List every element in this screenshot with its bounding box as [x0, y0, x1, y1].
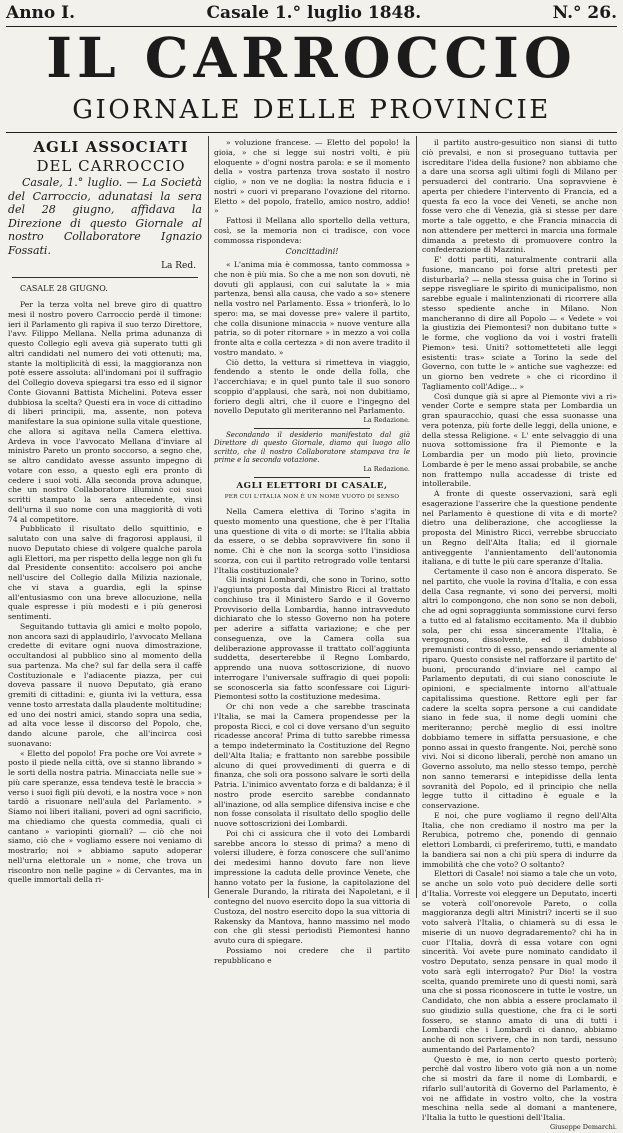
- article-paragraph: Fattosi il Mellana allo sportello della vettura, così, se la memoria non ci tradisce, con voce commossa rispondeva:: [214, 216, 410, 245]
- section-rule: [254, 477, 370, 478]
- column-divider: [416, 136, 417, 898]
- speech-heading: Concittadini!: [285, 247, 339, 257]
- notice-text: Casale, 1.° luglio. — La Società del Carroccio, adunatasi la sera del 28 giugno, affidava la Direzione di questo Giornale al nostro Collaboratore Ignazio Fossati.: [8, 176, 202, 257]
- article-paragraph: Gli insigni Lombardi, che sono in Torino, sotto l'aggiunta proposta dal Ministro Ricci al trattato conchiuso tra il Ministero Sardo e il Governo Provvisorio della Lombardia, hanno intravveduto dichiarato che lo stesso Governo non ha potere per aderire a siffatta variazione; e che per conseguenza, ove la Camera colla sua deliberazione approvasse il trattato coll'aggiunta suddetta, deserterebbe il Regno Lombardo, apprendo una nuova sottoscrizione, di nuovo interrogare l'universale suffragio di quei popoli: se sconoscerla sia fatto sconfessare coi Liguri-Piemontesi sotto la costituzione medesima.: [214, 575, 410, 702]
- article-paragraph: Nella Camera elettiva di Torino s'agita in questo momento una questione, che è per l'Italia una questione di vita o di morte: se l'Italia abbia da essere, o se debba sopravvivere fin sono il nome. Chi è che non la scorga sotto l'insidiosa scorza, con cui il partito retrogrado volle tentarsi l'Italia costituzionale?: [214, 507, 410, 575]
- article-paragraph: Pubblicato il risultato dello squittinio, e salutato con una salve di fragorosi applausi, il nuovo Deputato chiese di volgere qualche parola agli Elettori, ma per rispetto della legge non gli fu dal Presidente consentito: accolsero poi anche nell'uscire del Collegio dalla Milizia nazionale, che vi stava a guardia, egli la spinse all'entusiasmo con una breve allocuzione, nella quale espresse i più modesti e i più generosi sentimenti.: [8, 524, 202, 622]
- article-signature: Giuseppe Demarchi.: [549, 1122, 617, 1131]
- issue-date: Casale 1.° luglio 1848.: [206, 3, 422, 23]
- column-2: [214, 138, 410, 965]
- article-signature: La Redazione.: [363, 416, 410, 424]
- notice-subheading: DEL CARROCCIO: [36, 157, 186, 175]
- year-label: Anno I.: [6, 3, 76, 23]
- article-paragraph: il partito austro-gesuitico non siansi di tutto ciò prevalsi, e non si proseguano tuttavia per iscreditare l'idea della fusione? non abbiamo che a dare una scorsa agli ultimi fogli di Milano per persuaderci del contrario. Una sopravviene è aperta per chiedere l'intervento di Francia, ed a questa fa eco la voce dei Veneti, se anche non fosse vero che di Venezia, già si stesse per dare morte a tale oggetto, e che Francia minaccia di non attendere per metterci in marcia una formale dimanda a pretesto di promuovere contro la confederazione di Mazzini.: [422, 138, 617, 255]
- masthead-topbar: [6, 2, 617, 24]
- newspaper-subtitle: GIORNALE DELLE PROVINCIE: [72, 95, 551, 125]
- letter-subheading: PER CUI L'ITALIA NON È UN NOME VUOTO DI SENSO: [224, 494, 400, 501]
- article-paragraph: Poi chi ci assicura che il voto dei Lombardi sarebbe ancora lo stesso di prima? a meno di volersi illudere, è forza conoscere che sull'animo dei medesimi hanno dovuto fare non lieve impressione la caduta delle province Venete, che hanno votato per la fusione, la capitolazione del Generale Durando, la ritirata dei Napoletani, e il contegno del nuovo esercito dopo la sua vittoria di Custoza, del nostro esercito dopo la sua vittoria di Rakensky da Mantova, hanno massimo nel modo con che gli stessi periodisti Piemontesi hanno avuto cura di spiegare.: [214, 828, 410, 945]
- column-1: [8, 138, 202, 896]
- editor-note: Secondando il desiderio manifestato dal già Direttore di questo Giornale, diamo qui luogo allo scritto, che il nostro Collaboratore stampava tra le prime e la seconda votazione.: [214, 430, 410, 465]
- article-paragraph: Certamente il caso non è ancora disperato. Se nel partito, che vuole la rovina d'Italia, e con essa della Casa regnante, vi sono dei perversi, molti altri lo compongono, che non sono se non deboli, che ad ogni sopraggiunta sommissione curvi ferso a tutto ed al fatalismo eccitamento. Ma il dubbio sola, per chi essa sinceramente l'Italia, è vergognoso, dissolvente, ed il dubbioso premunisti contro di esso, pensando seriamente al riparo. Questo consiste nel rafforzare il partito de' buoni, procurando d'inviare nel campo al Parlamento deputati, di cui siano conosciute le opinioni, e specialmente intorno all'attuale capitalissima questione. Rettore egli per far cadere la scelta sopra persone a cui candidate siano in fede sua, il nome degli uomini che meriteranno; perchè meglio di essi inoltre dobbiamo temere in siffatta persuasione, e che ponno assai in questo frangente. Noi, perchè sono vivi. Noi si dicono liberali, perchè non amano un Governo assoluto, ma nello stesso tempo, perchè non sanno temerarsi e intepidisse della lenta sovranità del Popolo, ed il principio che nella legge tutto il cittadino è eguale e la conservazione.: [422, 567, 617, 810]
- note-signature: La Redazione.: [363, 464, 410, 473]
- article-dateline: CASALE 28 GIUGNO.: [20, 284, 108, 294]
- article-paragraph: Così dunque già si apre al Piemonte vivi a ri» vender Corte e sempre stata per Lombardia un gran spauracchio, quasi che essa suonasse una vera potenza, più forte delle leggi, della unione, e della stessa Religione. « L' ente selvaggio di una nuova sottomissione fra il Piemonte e la Lombardia per un modo più lieto, provincie Lombarde è per le meno assai probabile, se anche non frattempo nulla accadesse di triste ed intollerabile.: [422, 391, 617, 489]
- article-paragraph: Ciò detto, la vettura si rimetteva in viaggio, fendendo a stento le onde della folla, che l'accerchiava; e in quel punto tale il suo sonoro scoppio d'applausi, che sarà, noi non dubitiamo, foriero degli altri, che il cuore e l'ingegno del novello Deputato gli meriteranno nel Parlamento.: [214, 357, 410, 416]
- notice-signature: La Red.: [161, 260, 196, 271]
- article-paragraph: Seguitando tuttavia gli amici e molto popolo, non ancora sazi di applaudirlo, l'avvocato Mellana credette di evitare ogni nuova dimostrazione, occultandosi al pubblico sino al momento della sua partenza. Ma che? sul far della sera il caffè Costituzionale e l'adiacente piazza, per cui doveva passare il nuovo Deputato, già erano gremiti di cittadini: e, giunta ivi la vettura, essa venne tosto arrestata dalla plaudente moltitudine; ed uno dei nostri amici, stando sopra una sedia, ad alta voce lesse il discorso del Popolo, che, dando alcune parole, che all'incirca così suonavano:: [8, 621, 202, 748]
- letter-heading: AGLI ELETTORI DI CASALE,: [236, 480, 388, 491]
- article-paragraph: E' dotti partiti, naturalmente contrarii alla fusione, mancano poi forse altri pretesti per disturbarla? — nella stessa guisa che in Torino si seppe risvegliare le spirito di municipalismo, non sarebbe eguale i malintenzionati di ricorrere alla stesso spediente anche in Milano. Non mancheranno di dire all Popolo — « Vedete » voi la giustizia dei Piemontesi? non dubitano tutte » le forme, che vogliono da voi i vostri fratelli Piemon» tesi. Uniti? sottometteteti alle leggi esistenti: tras» sciate a Torino la sede del Governo, con tutte le » antiche sue vaghezze: ed un giorno ben vedrete » che ci ricordino il Tagliamento coll'Adige... »: [422, 255, 617, 391]
- article-paragraph: E noi, che pure vogliamo il regno dell'Alta Italia, che non crediamo il nostro ma per la Rerubica, potremo che, ponendo di gennaio elettori Lombardi, ci preferiremo, tutti, e mandato la bandiera sai non a chi più spera di indurre da immobilità che che voto? O soltanto?: [422, 810, 617, 869]
- article-paragraph: Per la terza volta nel breve giro di quattro mesi il nostro povero Carroccio perdè il timone: ieri il Parlamento gli rapiva il suo terzo Direttore, l'avv. Filippo Mellana. Nella prima adunanza di questo Collegio egli aveva già superato tutti gli altri candidati nel numero dei voti ottenuti; ma, stante la moltiplicità di essi, la maggioranza non potè essere assoluta: all'indomani poi il suffragio del Collegio doveva spiegarsi tra esso ed il signor Conte Giovanni Battista Michelini. Poteva esser dubbiosa la scelta? Questi era in voce di cittadino di liberi principii, ma, assente, non poteva manifestare la sua opinione sulla vitale questione, che allora si agitava nella Camera elettiva. Ardeva in voce l'avvocato Mellana d'inviare al ministro Pareto un pronto soccorso, a segno che, se altro candidato avesse assunto impegno di votare con esso, a questo egli era pronto di cedere i suoi voti. Alla seconda prova adunque, che un nostro Collaboratore illuminò coi suoi scritti stampato la sera antecedente, vinsi dell'urna il suo nome con una maggiorità di voti 74 al competitore.: [8, 300, 202, 524]
- notice-heading: AGLI ASSOCIATI: [33, 138, 189, 156]
- article-paragraph: A fronte di queste osservazioni, sarà egli esagerazione l'asserire che la questione pendente nel Parlamento è questione di vita e di morte? dietro una deliberazione, che accogliesse la proposta del Ministro Ricci, verrebbe sbrucciato un Regno dell'Alta Italia; ed il giornale antiveggente l'annientamento dell'autonomia italiana, e di tutte le più care speranze d'Italia.: [422, 489, 617, 567]
- masthead-rule: [6, 132, 617, 133]
- section-rule: [12, 277, 198, 278]
- article-paragraph: Elettori di Casale! noi siamo a tale che un voto, se anche un solo voto può decidere delle sorti d'Italia. Vorreste voi eleggere un Deputato, incerti se voterà coll'onorevole Pareto, o colla maggioranza degli altri Ministri? incerti se il suo voto salverà l'Italia, o chiamerà su di essa le miserie di un nuovo degradaremento? chi ha in cuor l'Italia, dovrà di essa votare con ogni sincerità. Voi avete pure nominato candidato il vostro Deputato, senza pensare in qual modo il voto sarà egli interrogato? Pur Dio! la vostra scelta, quando premirete uno di questi nomi, sarà una che si possa riconoscere in tutte le vostre, un Candidato, che non abbia a essere proclamato il suo giudizio sulla questione, che fra ci le sorti fossero, se stanno amato di una di tutti i Lombardi che i Lombardi ci danno, abbiamo anche di non scrivere, che in non tardi, nessuno aumentando del Parlamento?: [422, 869, 617, 1054]
- section-rule: [254, 428, 370, 429]
- issue-number: N.° 26.: [552, 3, 617, 23]
- column-divider: [208, 136, 209, 898]
- article-paragraph: Possiamo noi credere che il partito repubblicano e: [214, 945, 410, 965]
- column-3: [422, 138, 617, 1131]
- article-paragraph: « Eletto del popolo! Fra poche ore Voi avrete » posto il piede nella città, ove si stanno librando » le sorti della nostra patria. Minacciata nelle sue » più care speranze, essa tendeva testè le braccia » verso i suoi figli più devoti, e la nostra voce » non tardò a risuonare nell'aula del Parlamento. » Siamo noi liberi italiani, poveri ad ogni sacrificio, ma chiediamo che questa commedia, quali ci cantano » variopinti giornali? — ciò che noi siamo, ciò che » vogliamo essere noi veniamo di mostrarlo; noi » abbiamo saputo adoperar nell'urna elettorale un » nome, che trova un riscontro non nelle pagine » di Cervantes, ma in quelle immortali della ri-: [8, 748, 202, 885]
- article-paragraph: » voluzione francese. — Eletto del popolo! la gioia, » che si legge sui nostri volti, è più eloquente » d'ogni nostra parola: e se il momento della » vostra partenza trova sostato il nostro ciglio, » non ve ne doglia: la nostra fiducia e i nostri » cuori vi preparano l'ovazione del ritorno. Eletto » del popolo, fratello, amico nostro, addio! »: [214, 138, 410, 216]
- article-paragraph: Questo è me, io non certo questo porterò; perchè dal vostro libero voto già non a un nome che si mostri da fare il nome di Lombardi, e rifarlo sull'autorità di Governo del Parlamento, è voi ne affidate in vostro volto, che la vostra meschina nella sede al domani a mantenere, l'Italia la tutto le questioni dell'Italia.: [422, 1054, 617, 1122]
- newspaper-title: IL CARROCCIO: [46, 25, 577, 90]
- article-paragraph: « L'anima mia è commossa, tanto commossa » che non è più mia. So che a me non son dovuti, nè dovuti gli applausi, con cui salutate la » mia partenza, bensì alla causa, che vado a so» stenere nella vostro nel Parlamento. Essa » trionferà, lo lo spero: ma, se mai dovesse pre» valere il partito, che colla disunione minaccia » nuove venture alla patria, so di poter ritornare » in mezzo a voi colla fronte alta e colla certezza » di non avere tradito il vostro mandato. »: [214, 260, 410, 357]
- article-paragraph: Or chi non vede a che sarebbe trascinata l'Italia, se mai la Camera propendesse per la proposta Ricci, e col ci dove versano d'un seguito ricadesse ancora! Prima di tutto sarebbe rimessa a tempo indeterminato la Costituzione del Regno dell'Alta Italia; e frattanto non sarebbe possibile alcuno di quei provvedimenti di guerra e di finanza, che soli ora possono salvare le sorti della Patria. L'inimico avventato forza e di baldanza; è il nostro prode esercito sarebbe condannato all'inazione, od alla semplice difensiva incise e che non fosse consolata il risultato dello spoglio delle nuove sottoscrizioni dei Lombardi.: [214, 702, 410, 828]
